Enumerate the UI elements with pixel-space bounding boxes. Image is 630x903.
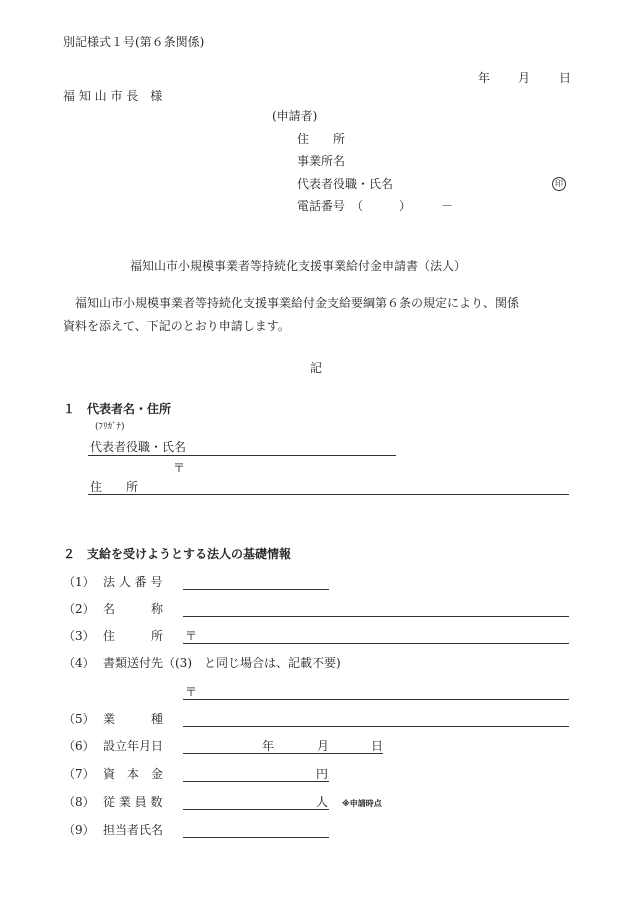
item-number-6: （6）: [63, 739, 95, 753]
capital-label: 資 本 金: [103, 767, 164, 781]
employee-count-underline[interactable]: [183, 809, 329, 810]
date-year-label: 年: [478, 71, 491, 85]
body-text-line1: 福知山市小規模事業者等持続化支援事業給付金支給要綱第６条の規定により、関係: [75, 296, 520, 310]
establishment-date-label: 設立年月日: [103, 739, 164, 753]
item-number-1: （1）: [63, 575, 95, 589]
establishment-date-underline[interactable]: [183, 753, 383, 754]
addressee: 福 知 山 市 長 様: [63, 89, 163, 103]
establishment-month-label: 月: [317, 739, 330, 753]
contact-person-label: 担当者氏名: [103, 823, 164, 837]
item-number-8: （8）: [63, 795, 95, 809]
mailing-address-label: 書類送付先（(3) と同じ場合は、記載不要): [103, 656, 341, 670]
item-number-7: （7）: [63, 767, 95, 781]
section2-heading: ２ 支給を受けようとする法人の基礎情報: [63, 547, 292, 561]
person-label: 人: [316, 795, 329, 809]
corporate-number-underline[interactable]: [183, 589, 329, 590]
application-time-note: ※申請時点: [342, 799, 382, 808]
industry-label: 業 種: [103, 712, 164, 726]
item-number-4: （4）: [63, 656, 95, 670]
date-month-label: 月: [518, 71, 531, 85]
postal-mark-3: 〒: [185, 685, 198, 699]
establishment-year-label: 年: [262, 739, 275, 753]
applicant-label: (申請者): [272, 109, 318, 123]
employee-count-label: 従 業 員 数: [103, 795, 163, 809]
applicant-business-name-label: 事業所名: [297, 154, 346, 168]
item-number-9: （9）: [63, 823, 95, 837]
corporate-number-label: 法 人 番 号: [103, 575, 163, 589]
address-underline-section2[interactable]: [183, 643, 569, 644]
section1-heading: １ 代表者名・住所: [63, 402, 172, 416]
contact-person-underline[interactable]: [183, 837, 329, 838]
furigana-label: (ﾌﾘｶﾞﾅ): [95, 422, 125, 432]
seal-mark: 印: [552, 177, 566, 191]
applicant-address-label: 住 所: [297, 132, 346, 146]
postal-mark-1: 〒: [173, 461, 186, 475]
mailing-address-underline[interactable]: [183, 699, 569, 700]
address-label-section2: 住 所: [103, 629, 164, 643]
applicant-representative-label: 代表者役職・氏名: [297, 177, 394, 191]
date-day-label: 日: [559, 71, 572, 85]
capital-underline[interactable]: [183, 781, 329, 782]
applicant-phone-label: 電話番号 （ ） －: [297, 199, 454, 213]
address-label-section1: 住 所: [90, 480, 139, 494]
item-number-5: （5）: [63, 712, 95, 726]
yen-label: 円: [316, 767, 329, 781]
address-underline-section1[interactable]: [88, 494, 569, 495]
ki-heading: 記: [310, 361, 323, 375]
item-number-3: （3）: [63, 629, 95, 643]
establishment-day-label: 日: [371, 739, 384, 753]
name-underline[interactable]: [183, 616, 569, 617]
industry-underline[interactable]: [183, 726, 569, 727]
representative-underline[interactable]: [88, 455, 396, 456]
body-text-line2: 資料を添えて、下記のとおり申請します。: [63, 319, 290, 333]
postal-mark-2: 〒: [185, 629, 198, 643]
name-label: 名 称: [103, 602, 164, 616]
item-number-2: （2）: [63, 602, 95, 616]
representative-label: 代表者役職・氏名: [90, 440, 187, 454]
document-title: 福知山市小規模事業者等持続化支援事業給付金申請書（法人）: [130, 259, 467, 273]
form-number: 別記様式１号(第６条関係): [63, 35, 205, 49]
